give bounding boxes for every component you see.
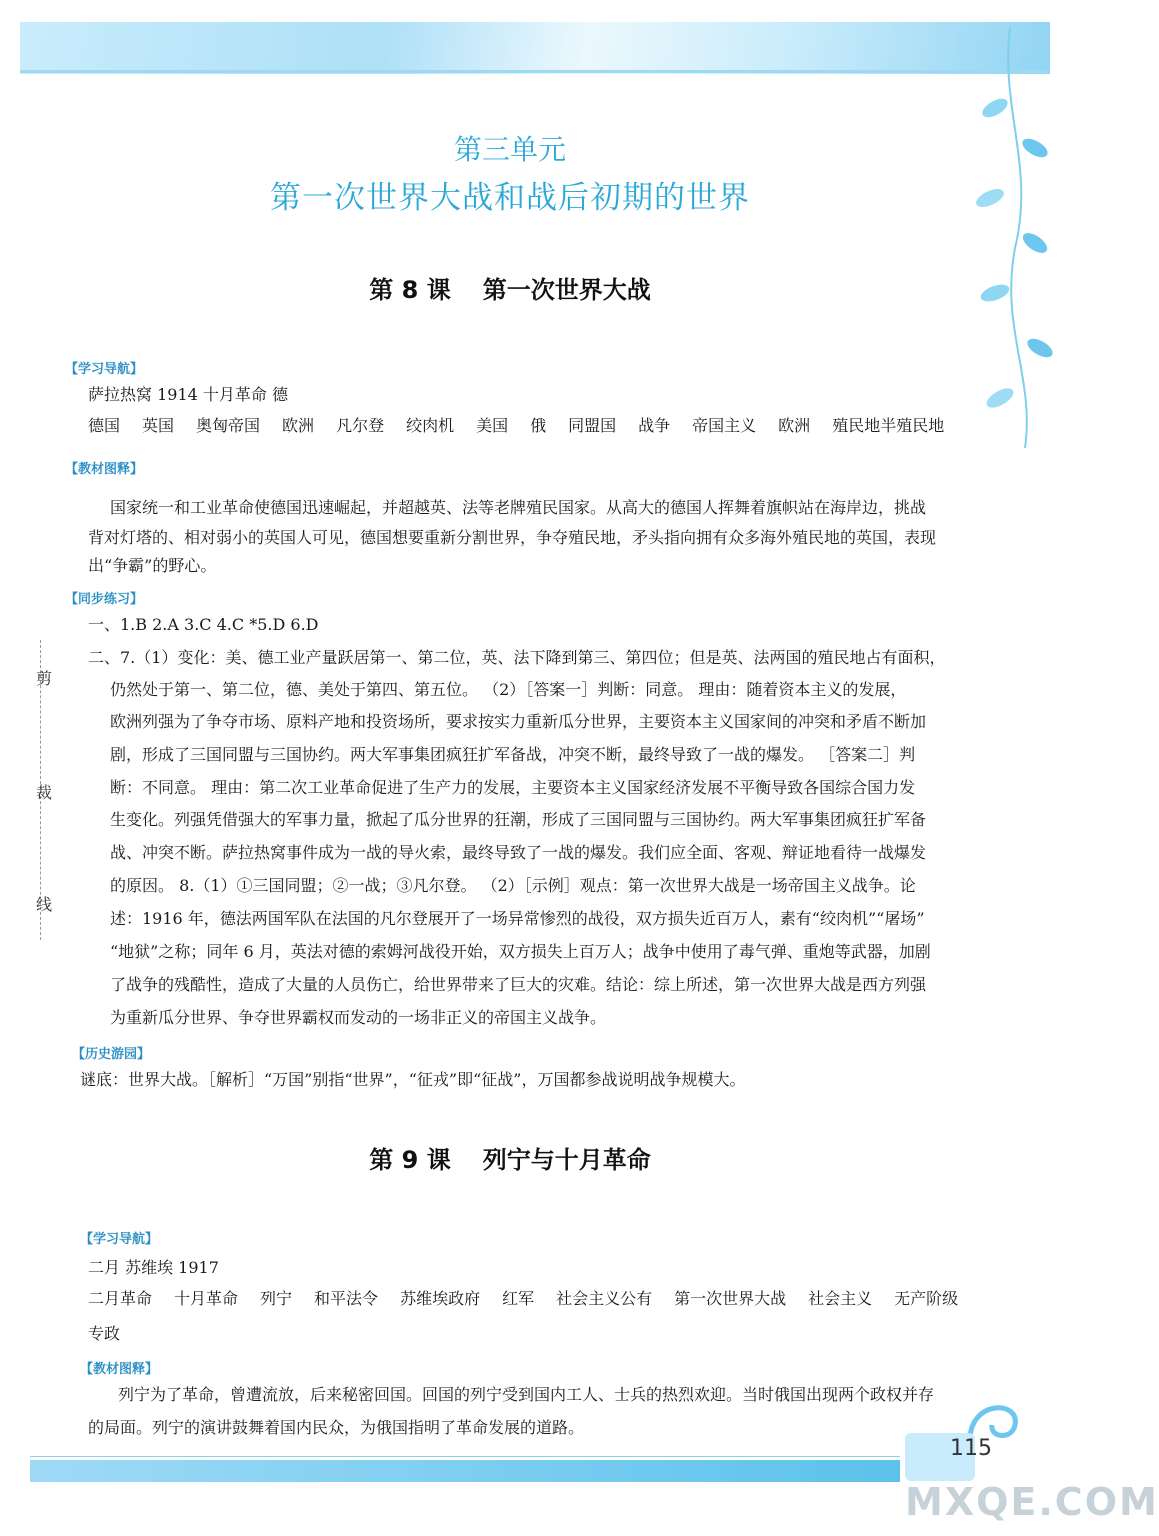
header-decoration-band — [20, 22, 1050, 74]
study-nav-words — [88, 1289, 980, 1309]
section-tag-study-nav: 【学习导航】 — [80, 1232, 159, 1247]
study-nav-word: 战争 — [638, 416, 671, 435]
header-decoration-line — [20, 70, 1050, 73]
textbook-figure-line: 列宁为了革命，曾遭流放，后来秘密回国。回国的列宁受到国内工人、士兵的热烈欢迎。当时俄国出现两个政权并存 — [118, 1385, 935, 1404]
page-number: 115 — [950, 1436, 992, 1461]
footer-decoration-band — [30, 1460, 900, 1482]
study-nav-word: 凡尔登 — [336, 416, 385, 435]
practice-line: 一、1.B 2.A 3.C 4.C *5.D 6.D — [88, 615, 319, 634]
study-nav-word: 欧洲 — [282, 416, 315, 435]
study-nav-word: 俄 — [530, 416, 547, 435]
practice-line: 断：不同意。 理由：第二次工业革命促进了生产力的发展，主要资本主义国家经济发展不平衡导致各国综合国力发 — [110, 778, 916, 797]
study-nav-word: 无产阶级 — [894, 1289, 959, 1308]
section-tag-textbook-figure: 【教材图释】 — [65, 462, 144, 477]
study-nav-word: 社会主义 — [808, 1289, 873, 1308]
study-nav-word: 英国 — [142, 416, 175, 435]
lesson-9-title — [0, 1140, 1020, 1175]
study-nav-word: 和平法令 — [314, 1289, 379, 1308]
practice-line: 的原因。 8.（1）①三国同盟；②一战；③凡尔登。 （2）［示例］观点：第一次世界大战是一场帝国主义战争。论 — [110, 876, 916, 895]
lesson-9-number: 第 9 课 — [369, 1146, 451, 1174]
study-nav-word: 苏维埃政府 — [400, 1289, 481, 1308]
practice-line: 为重新瓜分世界、争夺世界霸权而发动的一场非正义的帝国主义战争。 — [110, 1008, 607, 1027]
study-nav-word: 列宁 — [260, 1289, 293, 1308]
cut-mark: 剪 — [36, 669, 53, 688]
study-nav-word: 奥匈帝国 — [196, 416, 261, 435]
section-tag-study-nav: 【学习导航】 — [65, 362, 144, 377]
section-tag-practice: 【同步练习】 — [65, 592, 144, 607]
textbook-figure-line: 出“争霸”的野心。 — [88, 556, 217, 575]
study-nav-word: 红军 — [502, 1289, 535, 1308]
section-tag-history-garden: 【历史游园】 — [72, 1047, 151, 1062]
study-nav-word: 欧洲 — [778, 416, 811, 435]
practice-line: 二、7.（1）变化：美、德工业产量跃居第一、第二位，英、法下降到第三、第四位；但是英、法两国的殖民地占有面积， — [88, 648, 946, 667]
study-nav-line: 专政 — [88, 1324, 121, 1343]
lesson-8-number: 第 8 课 — [369, 276, 451, 304]
textbook-figure-line: 背对灯塔的、相对弱小的英国人可见，德国想要重新分割世界，争夺殖民地，矛头指向拥有众多海外殖民地的英国，表现 — [88, 528, 937, 547]
study-nav-word: 美国 — [476, 416, 509, 435]
study-nav-words — [88, 416, 966, 436]
study-nav-line: 萨拉热窝 1914 十月革命 德 — [88, 385, 288, 404]
watermark-logo: MXQE.COM — [905, 1480, 1159, 1524]
practice-line: “地狱”之称；同年 6 月，英法对德的索姆河战役开始，双方损失上百万人；战争中使用了毒气弹、重炮等武器，加剧 — [110, 942, 931, 961]
study-nav-word: 第一次世界大战 — [674, 1289, 787, 1308]
footer-decoration-line — [30, 1456, 900, 1457]
practice-line: 剧，形成了三国同盟与三国协约。两大军事集团疯狂扩军备战，冲突不断，最终导致了一战的爆发。 ［答案二］判 — [110, 745, 916, 764]
cut-mark: 裁 — [36, 783, 53, 802]
textbook-figure-line: 的局面。列宁的演讲鼓舞着国内民众，为俄国指明了革命发展的道路。 — [88, 1418, 585, 1437]
practice-line: 了战争的残酷性，造成了大量的人员伤亡，给世界带来了巨大的灾难。结论：综上所述，第一次世界大战是西方列强 — [110, 975, 927, 994]
practice-line: 述：1916 年，德法两国军队在法国的凡尔登展开了一场异常惨烈的战役，双方损失近百万人，素有“绞肉机”“屠场” — [110, 909, 925, 928]
study-nav-word: 德国 — [88, 416, 121, 435]
practice-line: 生变化。列强凭借强大的军事力量，掀起了瓜分世界的狂潮，形成了三国同盟与三国协约。两大军事集团疯狂扩军备 — [110, 810, 927, 829]
study-nav-word: 社会主义公有 — [556, 1289, 653, 1308]
cut-mark: 线 — [36, 895, 53, 914]
lesson-9-name: 列宁与十月革命 — [482, 1146, 651, 1174]
lesson-8-name: 第一次世界大战 — [482, 276, 651, 304]
study-nav-word: 殖民地半殖民地 — [832, 416, 945, 435]
textbook-figure-line: 国家统一和工业革命使德国迅速崛起，并超越英、法等老牌殖民国家。从高大的德国人挥舞着旗帜站在海岸边，挑战 — [110, 498, 927, 517]
practice-line: 仍然处于第一、第二位，德、美处于第四、第五位。 （2）［答案一］判断：同意。 理由：随着资本主义的发展， — [110, 680, 907, 699]
history-garden-line: 谜底：世界大战。［解析］“万国”别指“世界”，“征戎”即“征战”，万国都参战说明战争规模大。 — [80, 1070, 746, 1089]
section-tag-textbook-figure: 【教材图释】 — [80, 1362, 159, 1377]
study-nav-word: 二月革命 — [88, 1289, 153, 1308]
vine-decoration-icon — [940, 28, 1060, 448]
unit-title: 第三单元 — [453, 133, 566, 166]
study-nav-word: 绞肉机 — [406, 416, 455, 435]
study-nav-word: 十月革命 — [174, 1289, 239, 1308]
lesson-8-title — [0, 270, 1020, 305]
practice-line: 欧洲列强为了争夺市场、原料产地和投资场所，要求按实力重新瓜分世界，主要资本主义国家间的冲突和矛盾不断加 — [110, 712, 927, 731]
study-nav-word: 同盟国 — [568, 416, 617, 435]
unit-subtitle: 第一次世界大战和战后初期的世界 — [270, 180, 750, 216]
study-nav-word: 帝国主义 — [692, 416, 757, 435]
study-nav-line: 二月 苏维埃 1917 — [88, 1258, 219, 1277]
practice-line: 战、冲突不断。萨拉热窝事件成为一战的导火索，最终导致了一战的爆发。我们应全面、客观、辩证地看待一战爆发 — [110, 843, 927, 862]
